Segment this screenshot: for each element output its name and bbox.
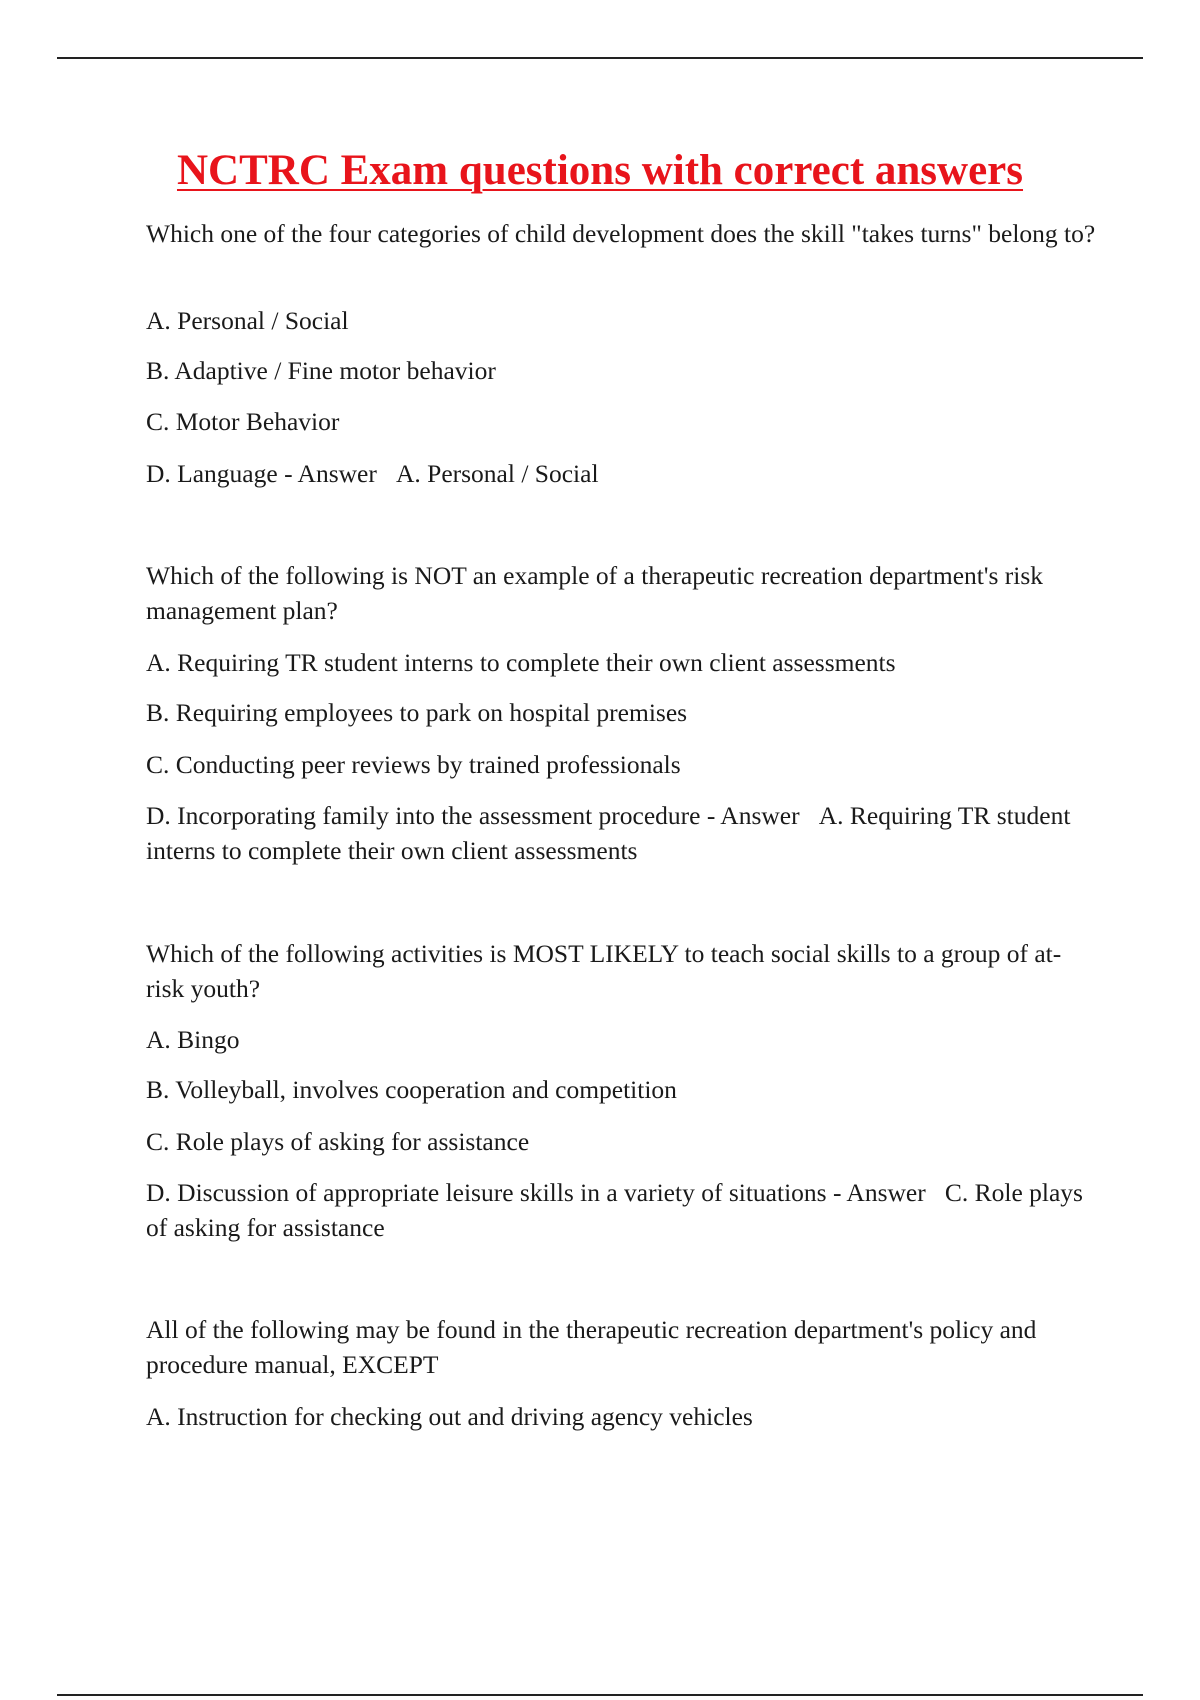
question-1-option-d: D. Language - Answer A. Personal / Social <box>146 459 599 488</box>
question-1-option-b: B. Adaptive / Fine motor behavior <box>146 356 496 385</box>
question-3-stem: Which of the following activities is MOST LIKELY to teach social skills to a group of at-risk youth? <box>146 939 1062 1003</box>
question-3-option-b: B. Volleyball, involves cooperation and competition <box>146 1075 677 1104</box>
question-3-option-d: D. Discussion of appropriate leisure skills in a variety of situations - Answer C. Role plays of asking for assistance <box>146 1178 1083 1242</box>
question-4-stem: All of the following may be found in the therapeutic recreation department's policy and procedure manual, EXCEPT <box>146 1315 1037 1379</box>
document-title: NCTRC Exam questions with correct answers <box>176 147 1024 194</box>
question-1-stem: Which one of the four categories of child development does the skill "takes turns" belong to? <box>146 219 1096 248</box>
question-1-option-c: C. Motor Behavior <box>146 407 340 436</box>
question-3-option-a: A. Bingo <box>146 1025 240 1054</box>
question-3-option-c: C. Role plays of asking for assistance <box>146 1127 530 1156</box>
question-2-stem: Which of the following is NOT an example of a therapeutic recreation department's risk management plan? <box>146 561 1044 625</box>
question-2-option-a: A. Requiring TR student interns to complete their own client assessments <box>146 648 896 677</box>
question-2-option-c: C. Conducting peer reviews by trained professionals <box>146 750 681 779</box>
footer-rule <box>57 1694 1143 1696</box>
header-rule <box>57 57 1143 59</box>
question-2-option-b: B. Requiring employees to park on hospital premises <box>146 698 688 727</box>
question-2-option-d: D. Incorporating family into the assessment procedure - Answer A. Requiring TR student interns to complete their own client assessments <box>146 801 1071 865</box>
question-1-option-a: A. Personal / Social <box>146 306 349 335</box>
question-4-option-a: A. Instruction for checking out and driving agency vehicles <box>146 1402 753 1431</box>
